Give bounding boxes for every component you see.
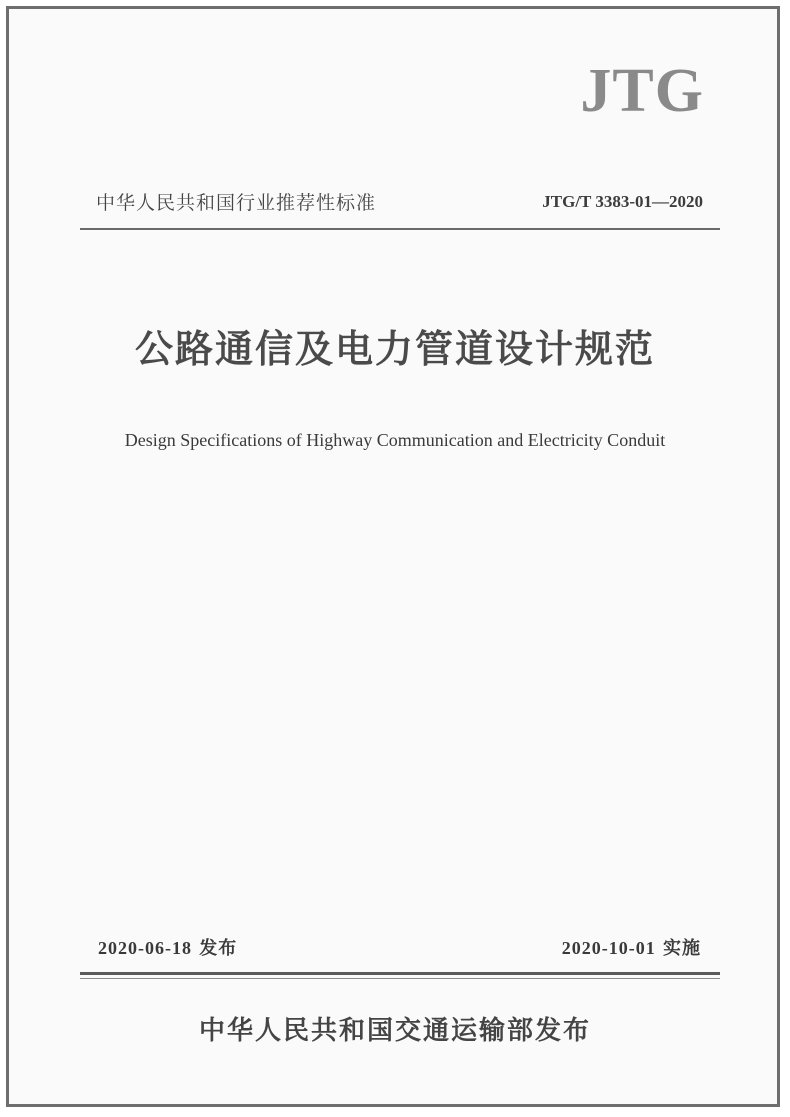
footer-divider-thin [80,978,720,979]
issue-date: 2020-06-18 [98,938,192,958]
jtg-logo: JTG [580,57,704,125]
effective-date-line [562,934,701,960]
header-divider [80,228,720,230]
issue-date-line [98,934,237,960]
standard-code: JTG/T 3383-01—2020 [542,192,703,211]
issue-label: 发布 [199,938,238,959]
publisher: 中华人民共和国交通运输部发布 [198,1016,591,1046]
effective-date: 2020-10-01 [561,938,656,958]
english-title: Design Specifications of Highway Communication and Electricity Conduit [124,430,666,450]
page-title: 公路通信及电力管道设计规范 [134,327,655,371]
effective-label: 实施 [663,938,701,959]
footer-divider-thick [80,972,720,975]
standard-category: 中华人民共和国行业推荐性标准 [96,192,377,214]
